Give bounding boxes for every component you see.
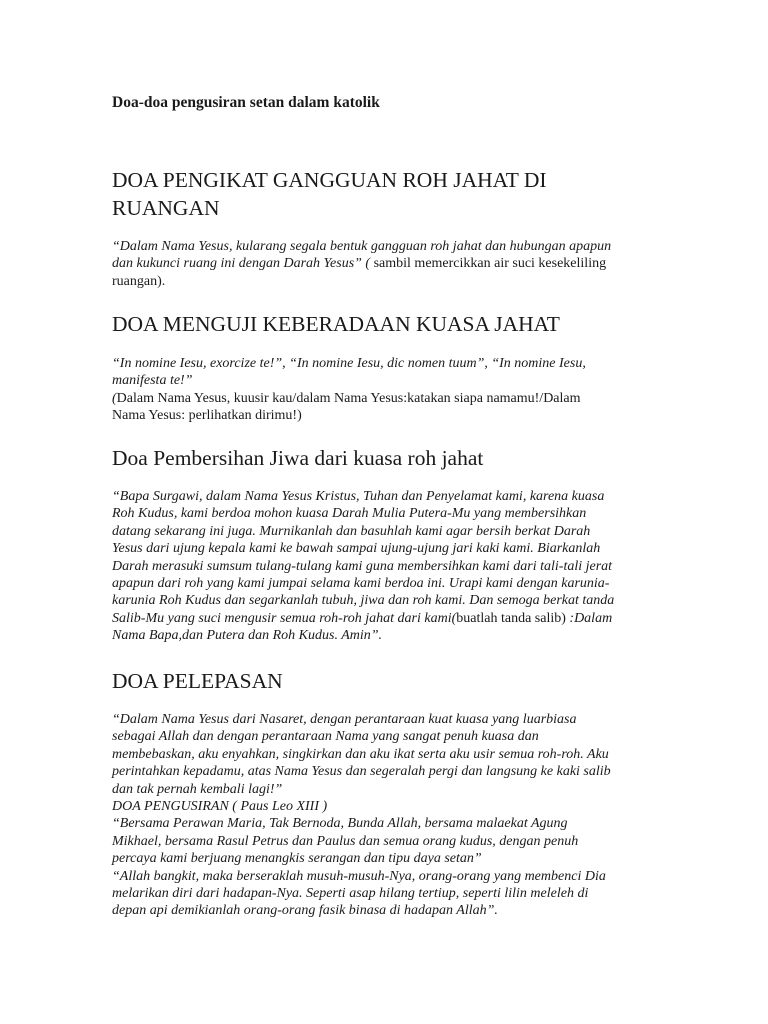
section-heading-pelepasan — [112, 667, 283, 695]
prayer-text: datang sekarang ini juga. Murnikanlah dan basuhlah kami agar bersih berkat Darah — [112, 523, 591, 539]
prayer-text: dan kukunci ruang ini dengan Darah Yesus” ( — [112, 256, 371, 272]
prayer-text: depan api demikianlah orang-orang fasik binasa di hadapan Allah”. — [112, 903, 498, 919]
prayer-text: dan tak pernah kembali lagi!” — [112, 781, 283, 797]
translation-text: Dalam Nama Yesus, kuusir kau/dalam Nama Yesus:katakan siapa namamu!/Dalam — [116, 390, 581, 406]
prayer-text: sebagai Allah dan dengan perantaraan Nama yang sangat penuh kuasa dan — [112, 729, 539, 745]
prayer-text: “Bapa Surgawi, dalam Nama Yesus Kristus, Tuhan dan Penyelamat kami, karena kuasa — [112, 489, 605, 504]
heading-line: DOA MENGUJI KEBERADAAN KUASA JAHAT — [112, 312, 560, 336]
prayer-text: Mikhael, bersama Rasul Petrus dan Paulus dan semua orang kudus, dengan penuh — [112, 833, 579, 849]
prayer-text: Yesus dari ujung kepala kami ke bawah sampai ujung-ujung jari kaki kami. Biarkanlah — [112, 541, 601, 557]
prayer-text: “Dalam Nama Yesus dari Nasaret, dengan perantaraan kuat kuasa yang luarbiasa — [112, 712, 577, 727]
instruction-text: buatlah tanda salib) — [456, 610, 570, 626]
prayer-text: “In nomine Iesu, exorcize te!”, “In nomine Iesu, dic nomen tuum”, “In nomine Iesu, — [112, 356, 586, 371]
heading-line: Doa Pembersihan Jiwa dari kuasa roh jahat — [112, 446, 484, 470]
section-body-menguji — [112, 355, 652, 425]
prayer-text: ( — [112, 390, 117, 406]
prayer-text: :Dalam — [569, 610, 613, 626]
prayer-text: Roh Kudus, kami berdoa mohon kuasa Darah Mulia Putera-Mu yang membersihkan — [112, 506, 587, 522]
instruction-text: ruangan). — [112, 273, 166, 289]
heading-line: DOA PELEPASAN — [112, 669, 283, 693]
prayer-text: apapun dari roh yang kami jumpai selama kami berdoa ini. Urapi kami dengan karunia- — [112, 576, 610, 592]
prayer-text: “Bersama Perawan Maria, Tak Bernoda, Bunda Allah, bersama malaekat Agung — [112, 816, 568, 832]
section-body-pelepasan — [112, 711, 652, 920]
prayer-text: karunia Roh Kudus dan segarkanlah tubuh, jiwa dan roh kami. Dan semoga berkat tanda — [112, 593, 615, 609]
prayer-text: Darah merasuki sumsum tulang-tulang kami guna membersihkan kami dari tali-tali jerat — [112, 558, 613, 574]
prayer-text: “Allah bangkit, maka berseraklah musuh-musuh-Nya, orang-orang yang membenci Dia — [112, 868, 606, 884]
document-title: Doa-doa pengusiran setan dalam katolik — [112, 94, 380, 111]
prayer-text: Salib-Mu yang suci mengusir semua roh-roh jahat dari kami( — [112, 610, 457, 626]
heading-line: DOA PENGIKAT GANGGUAN ROH JAHAT DI — [112, 168, 547, 192]
prayer-text: manifesta te!” — [112, 373, 193, 389]
section-body-pembersihan — [112, 488, 652, 645]
heading-line: RUANGAN — [112, 196, 220, 220]
prayer-text: percaya kami berjuang menangkis serangan dan tipu daya setan” — [112, 851, 482, 867]
section-heading-pembersihan — [112, 444, 483, 472]
prayer-text: “Dalam Nama Yesus, kularang segala bentuk gangguan roh jahat dan hubungan apapun — [112, 239, 612, 254]
subheading-text: DOA PENGUSIRAN ( Paus Leo XIII ) — [112, 799, 328, 815]
section-heading-menguji — [112, 310, 560, 338]
section-body-pengikat — [112, 238, 652, 290]
instruction-text: sambil memercikkan air suci kesekeliling — [370, 256, 607, 272]
prayer-text: perintahkan kepadamu, atas Nama Yesus dan segeralah pergi dan langsung ke kaki salib — [112, 764, 611, 780]
prayer-text: Nama Bapa,dan Putera dan Roh Kudus. Amin”. — [112, 628, 383, 644]
translation-text: Nama Yesus: perlihatkan dirimu!) — [112, 408, 302, 424]
prayer-text: melarikan diri dari hadapan-Nya. Seperti asap hilang tertiup, seperti lilin meleleh di — [112, 886, 589, 902]
prayer-text: membebaskan, aku enyahkan, singkirkan dan aku ikat serta aku usir semua roh-roh. Aku — [112, 746, 609, 762]
section-heading-pengikat — [112, 166, 547, 222]
